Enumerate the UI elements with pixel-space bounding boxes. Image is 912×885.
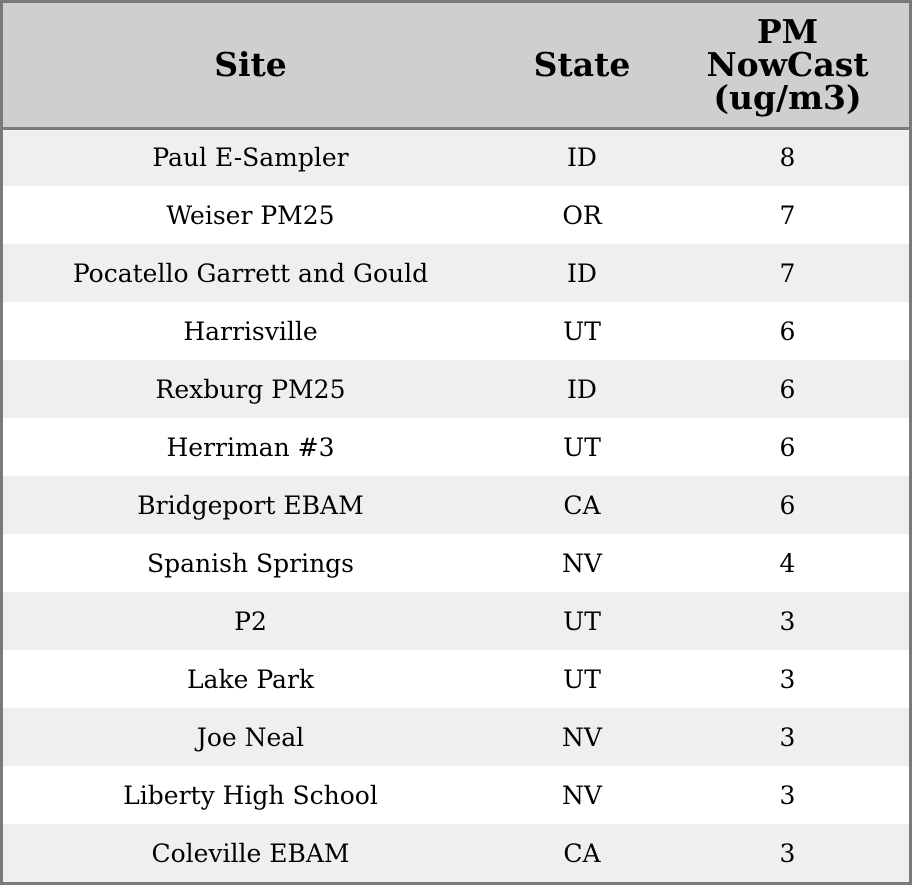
cell-site: Coleville EBAM (151, 838, 350, 868)
cell-site: Herriman #3 (166, 432, 335, 462)
header-state: State (498, 3, 666, 128)
header-site: Site (3, 3, 498, 128)
cell-pm-nowcast: 6 (779, 432, 796, 462)
cell-pm-nowcast: 6 (779, 490, 796, 520)
cell-state: UT (563, 316, 601, 346)
table-row (3, 244, 909, 302)
cell-site: Liberty High School (123, 780, 378, 810)
cell-site: Bridgeport EBAM (137, 490, 364, 520)
cell-pm-nowcast: 8 (779, 143, 796, 173)
table-row (3, 650, 909, 708)
cell-pm-nowcast: 7 (779, 258, 796, 288)
header-pm-line-1: PM (756, 12, 819, 52)
cell-pm-nowcast: 3 (779, 722, 796, 752)
cell-state: ID (567, 258, 597, 288)
cell-site: Harrisville (183, 316, 318, 346)
cell-pm-nowcast: 4 (779, 548, 796, 578)
table-row (3, 360, 909, 418)
table-row (3, 592, 909, 650)
header-row (3, 3, 909, 128)
cell-pm-nowcast: 3 (779, 664, 796, 694)
header-pm-nowcast (666, 3, 909, 128)
cell-state: OR (562, 200, 602, 230)
table-row (3, 476, 909, 534)
table-row (3, 128, 909, 186)
cell-site: Joe Neal (196, 722, 305, 752)
cell-site: Spanish Springs (146, 548, 355, 578)
table-row (3, 766, 909, 824)
cell-state: UT (563, 664, 601, 694)
header-pm-line-2: NowCast (706, 45, 869, 85)
table-row (3, 534, 909, 592)
cell-site: Weiser PM25 (166, 200, 335, 230)
table-header (3, 3, 909, 128)
cell-pm-nowcast: 6 (779, 316, 796, 346)
table-body (3, 128, 909, 882)
cell-state: ID (567, 374, 597, 404)
cell-pm-nowcast: 3 (779, 780, 796, 810)
cell-site: Rexburg PM25 (155, 374, 346, 404)
cell-site: Pocatello Garrett and Gould (72, 258, 429, 288)
table-row (3, 824, 909, 882)
cell-site: Paul E-Sampler (152, 143, 349, 173)
pm-nowcast-table (3, 3, 909, 882)
table-row (3, 708, 909, 766)
cell-pm-nowcast: 3 (779, 838, 796, 868)
cell-site: Lake Park (186, 664, 315, 694)
cell-state: CA (563, 838, 601, 868)
table-row (3, 418, 909, 476)
cell-pm-nowcast: 6 (779, 374, 796, 404)
cell-state: ID (567, 143, 597, 173)
header-pm-line-3: (ug/m3) (713, 78, 862, 118)
table-row (3, 302, 909, 360)
cell-pm-nowcast: 3 (779, 606, 796, 636)
cell-state: NV (562, 548, 602, 578)
cell-state: NV (562, 780, 602, 810)
cell-state: UT (563, 432, 601, 462)
cell-site: P2 (234, 606, 267, 636)
cell-state: CA (563, 490, 601, 520)
cell-state: UT (563, 606, 601, 636)
table-row (3, 186, 909, 244)
cell-state: NV (562, 722, 602, 752)
cell-pm-nowcast: 7 (779, 200, 796, 230)
